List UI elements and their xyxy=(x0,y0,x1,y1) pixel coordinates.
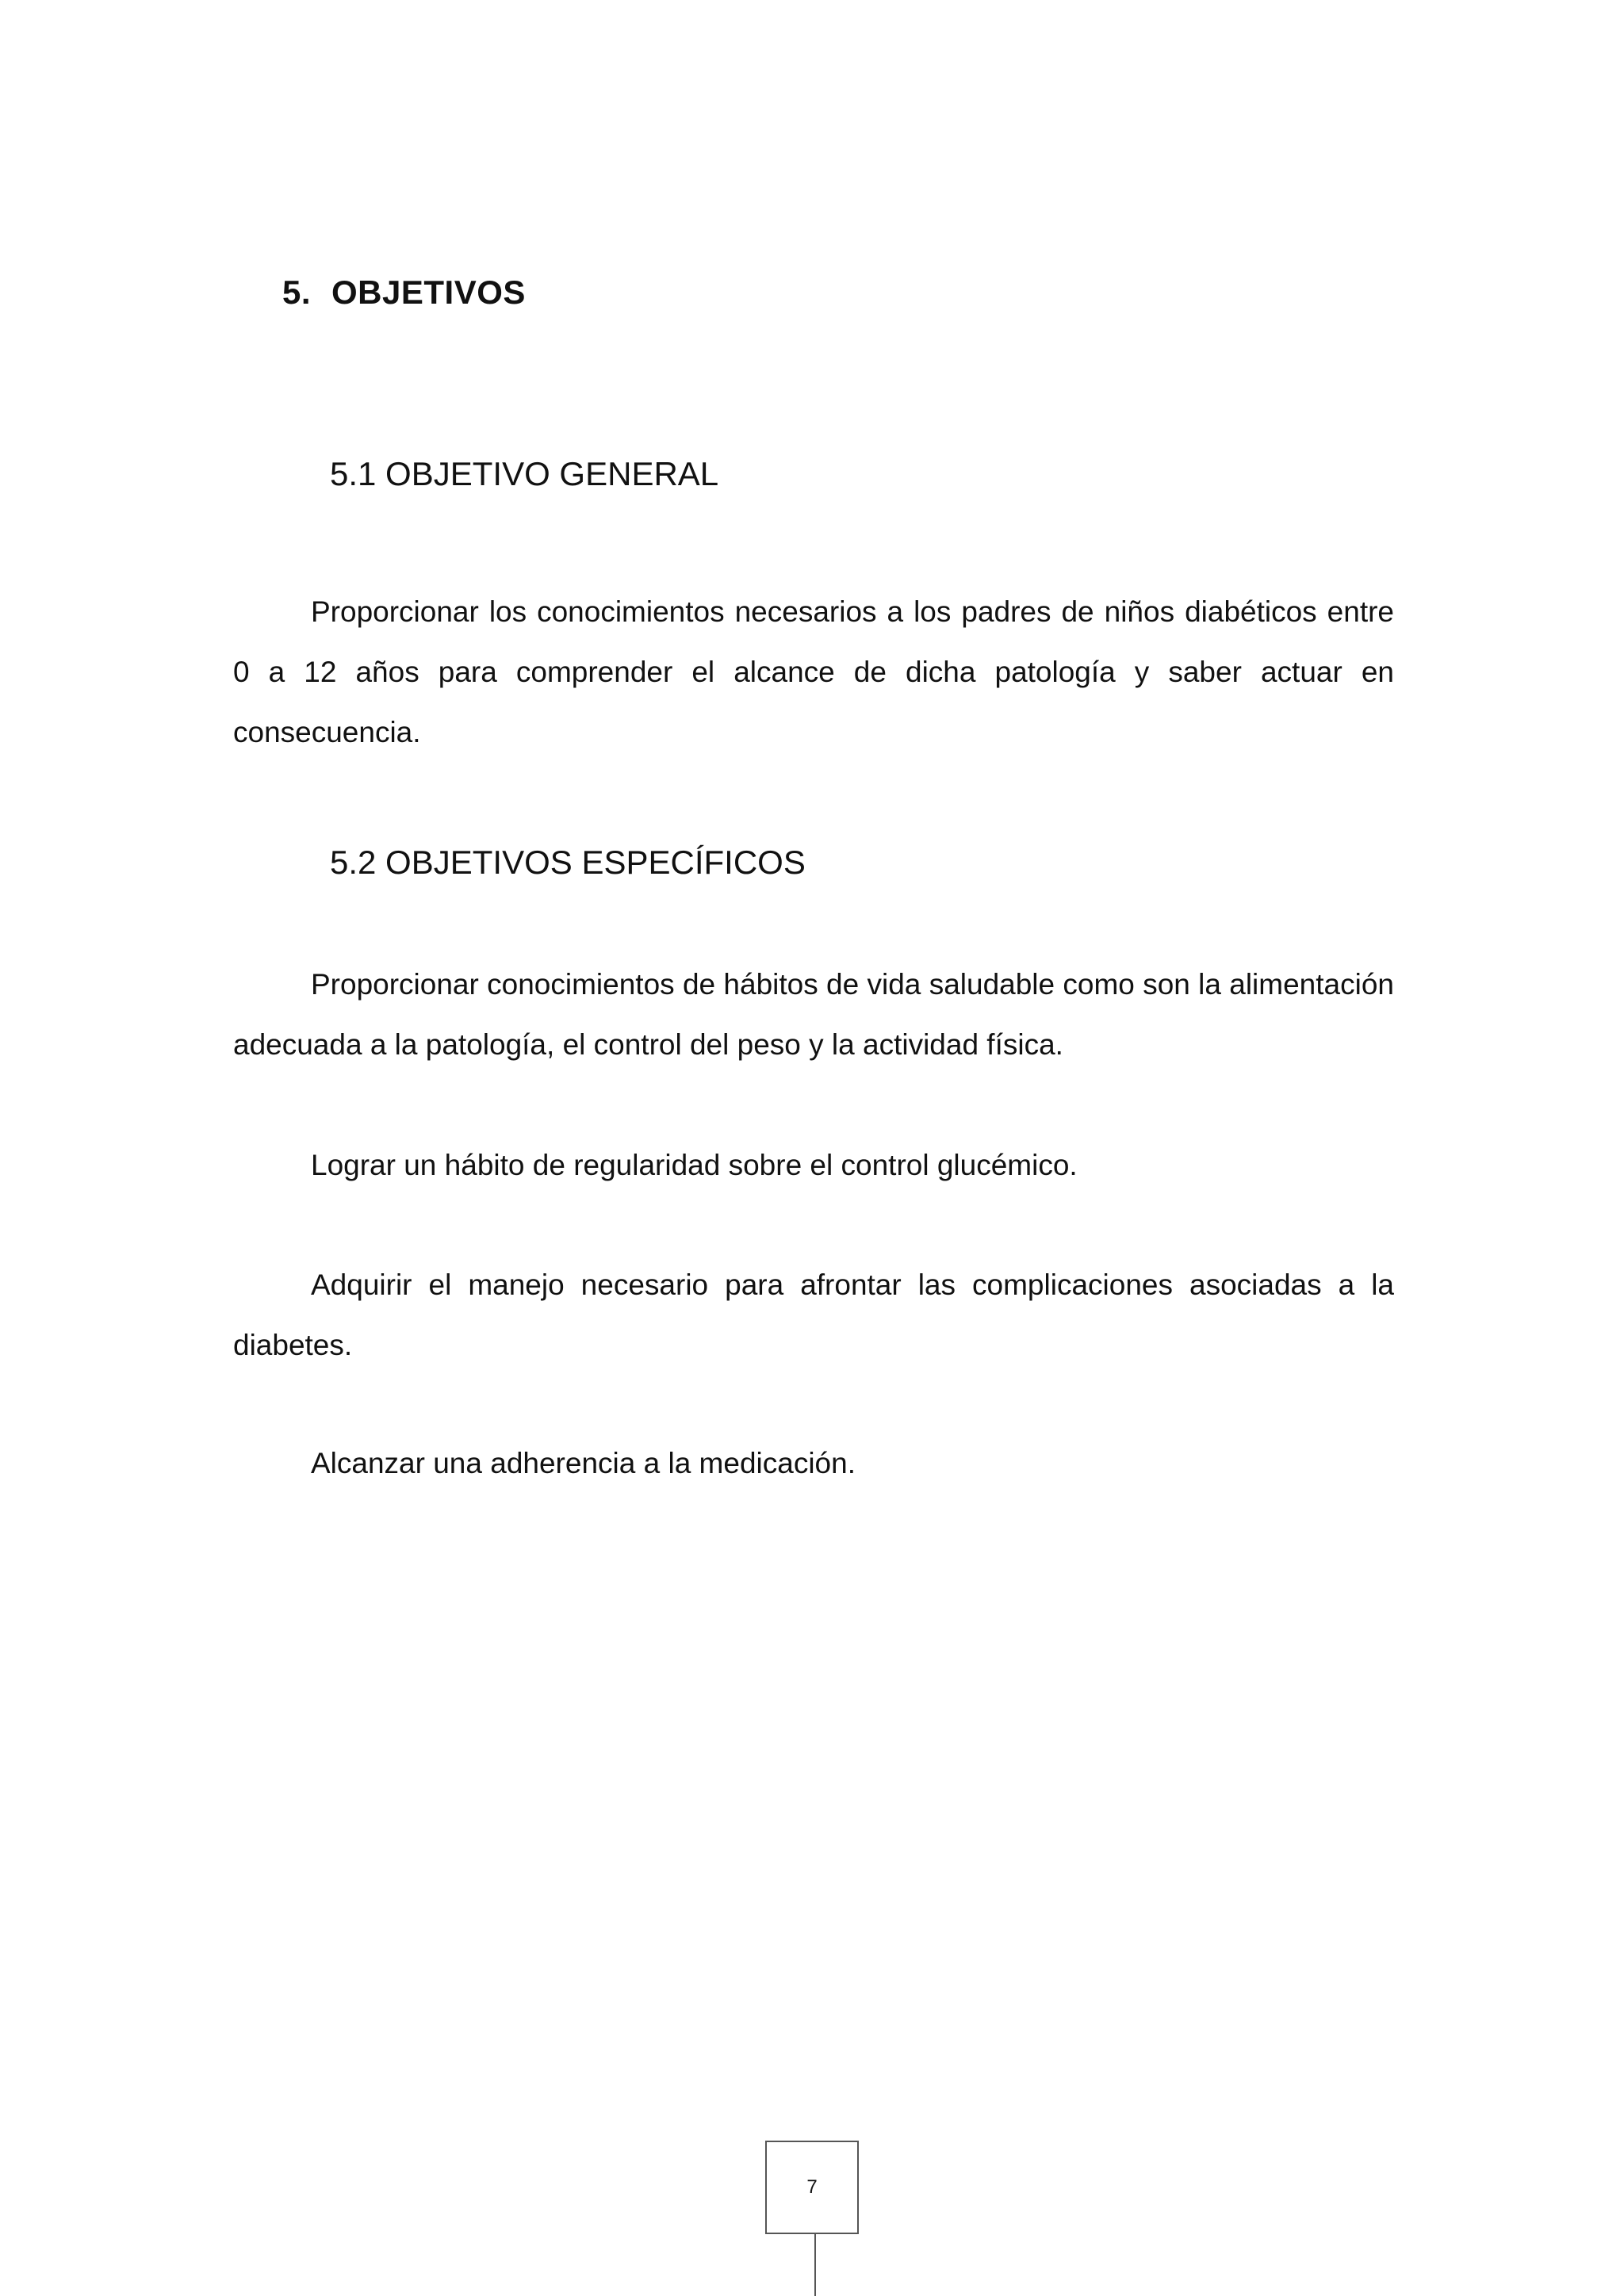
specific-objective-paragraph-1: Proporcionar conocimientos de hábitos de vida saludable como son la alimentación adecuada a la patología, el control del peso y la actividad física. xyxy=(233,968,1394,1061)
section-heading xyxy=(282,274,526,312)
page-number-box xyxy=(765,2141,859,2234)
section-number: 5. xyxy=(282,274,312,311)
general-objective-heading: 5.1 OBJETIVO GENERAL xyxy=(330,455,719,492)
page-number: 7 xyxy=(806,2176,818,2198)
specific-objective-paragraph-3: Adquirir el manejo necesario para afrontar las complicaciones asociadas a la diabetes. xyxy=(233,1269,1394,1361)
general-objective-paragraph: Proporcionar los conocimientos necesarios a los padres de niños diabéticos entre 0 a 12 años para comprender el alcance de dicha patología y saber actuar en consecuencia. xyxy=(233,595,1394,748)
specific-objective-paragraph-2: Lograr un hábito de regularidad sobre el control glucémico. xyxy=(311,1149,1078,1181)
page-number-connector-line xyxy=(814,2234,816,2296)
specific-objective-paragraph-4: Alcanzar una adherencia a la medicación. xyxy=(311,1447,856,1479)
specific-objectives-heading: 5.2 OBJETIVOS ESPECÍFICOS xyxy=(330,844,806,881)
section-title: OBJETIVOS xyxy=(331,274,526,311)
